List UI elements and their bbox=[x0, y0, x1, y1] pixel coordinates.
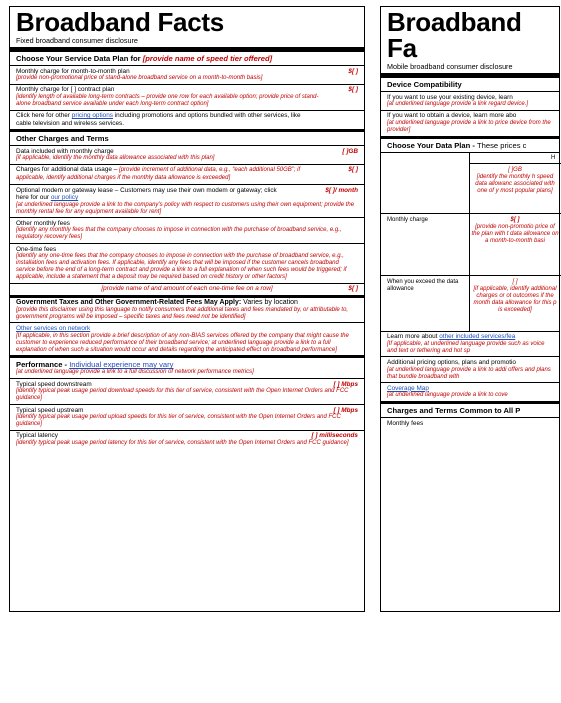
monthly-m2m-value: $[ ] bbox=[348, 67, 358, 75]
additional-data-value: $[ ] bbox=[348, 166, 358, 174]
additional-pricing-row: Additional pricing options, plans and promotio [at underlined language provide a link to addi offers and plans that bundle broadband with bbox=[381, 356, 559, 382]
monthly-contract-row bbox=[10, 84, 364, 110]
data-plan-table: H [ ]GB [identify the monthly h speed data allowanc associated with one of y most popular plans] Monthly charge $[ ] [provide non-promotio price of the plan with t data allowance on a month-to-month basi When you exceed the data allowance [ ] [if applicable, identify additional charges or ot outcomes if the month data allowance for this p is exceeded] bbox=[381, 152, 559, 331]
upload-value: [ ] Mbps bbox=[333, 406, 358, 414]
label-subtitle: Fixed broadband consumer disclosure bbox=[16, 36, 138, 45]
grid-line bbox=[469, 163, 561, 164]
modem-policy-link[interactable]: our policy bbox=[50, 194, 79, 202]
fixed-broadband-label bbox=[9, 6, 365, 612]
latency-value: [ ] milliseconds bbox=[311, 432, 358, 440]
learn-more-row: Learn more about other included services/fea [If applicable, at underlined language provide such as voice and text or tethering and hot sp bbox=[381, 331, 559, 357]
monthly-m2m-label: Monthly charge for month-to-month plan bbox=[16, 67, 130, 75]
onetime-row: One-time fees [identify any one-time fees that the company chooses to impose in connection with the purchase of broadband service, e.g., installation fees and activation fees. If applicable, identify any fees that will be imposed if the customer cancels broadband service before the end of a long-term contract and provide a link to a full explanation of when such fees would be triggered; if applicable, include a statement that a deposit may be required based on credit history or other factors] bbox=[10, 243, 364, 283]
monthly-m2m-note: [provide non-promotional price of stand-alone broadband service on a month-to-month basis] bbox=[16, 75, 263, 82]
device-row-existing: If you want to use your existing device, learn [at underlined language provide a link regard device.] bbox=[381, 91, 559, 110]
modem-row: Optional modem or gateway lease – Customers may use their own modem or gateway; click here for our our policy $[ ]/ month [at underlined language provide a link to the company’s policy with respect to customers using their own equipment; provide the monthly rental fee for any equipment available for rent] bbox=[10, 184, 364, 217]
device-row-obtain: If you want to obtain a device, learn more abo [at underlined language provide a link to price device from the provider] bbox=[381, 110, 559, 136]
download-value: [ ] Mbps bbox=[333, 380, 358, 388]
download-row: Typical speed downstream [ ] Mbps [identify typical peak usage period download speeds for this tier of service, consistent with the Open Internet Orders and FCC guidance] bbox=[10, 378, 364, 404]
network-services-link[interactable]: Other services on network bbox=[16, 325, 91, 332]
coverage-row: Coverage Map [at underlined language provide a link to cove bbox=[381, 382, 559, 401]
grid-line bbox=[381, 275, 561, 276]
pricing-options-row: Click here for other pricing options including promotions and options bundled with other services, like cable television and wireless services. bbox=[10, 110, 364, 129]
data-included-row: Data included with monthly charge [ ]GB [if applicable, identify the monthly data allowance associated with this plan] bbox=[10, 145, 364, 164]
plan-heading: Choose Your Service Data Plan for [provide name of speed tier offered] bbox=[16, 54, 273, 63]
label-title: Broadband Facts bbox=[16, 7, 224, 37]
network-row: Other services on network [If applicable, in this section provide a brief description of any non-BIAS services offered by the company that might cause the customer to experience reduced performance of their broadband service; at underlined language provide a link to a full explanation of when such a situation would occur and details regarding the anticipated effect on broadband performance] bbox=[10, 322, 364, 355]
data-included-value: [ ]GB bbox=[342, 147, 358, 155]
pricing-options-link[interactable]: pricing options bbox=[71, 112, 113, 120]
latency-row: Typical latency [ ] milliseconds [identify typical peak usage period latency for this tier of service, consistent with the Open Internet Orders and FCC guidance] bbox=[10, 430, 364, 449]
monthly-contract-value: $[ ] bbox=[348, 86, 358, 94]
other-monthly-row: Other monthly fees [identify any monthly fees that the company chooses to impose in connection with the purchase of broadband service, e.g., regulatory recovery fees] bbox=[10, 217, 364, 243]
additional-data-row: Charges for additional data usage – [provide increment of additional data, e.g., “each additional 50GB”; if applicable, identify additional charges if the monthly data allowance is exceeded] $[ ] bbox=[10, 164, 364, 184]
data-plan-heading: Choose Your Data Plan - These prices c bbox=[387, 140, 527, 150]
mobile-broadband-label bbox=[380, 6, 560, 612]
plan-heading-placeholder: [provide name of speed tier offered] bbox=[142, 54, 273, 63]
other-charges-heading: Other Charges and Terms bbox=[16, 133, 109, 143]
upload-row: Typical speed upstream [ ] Mbps [identify typical peak usage period upload speeds for this tier of service, consistent with the Open Internet Orders and FCC guidance] bbox=[10, 404, 364, 430]
monthly-contract-label: Monthly charge for [ ] contract plan bbox=[16, 86, 115, 94]
performance-heading: Performance - Individual experience may vary [at underlined language provide a link to a full discussion of network performance metrics] bbox=[16, 360, 254, 376]
monthly-m2m-row bbox=[10, 65, 364, 84]
monthly-contract-note: [identify length of available long-term contracts – provide one row for each available option; provide price of stand-alone broadband service available under each long-term contract option] bbox=[16, 93, 319, 107]
grid-line bbox=[381, 213, 561, 214]
device-heading: Device Compatibility bbox=[387, 80, 462, 89]
gov-row: Government Taxes and Other Government-Related Fees May Apply: Varies by location [provide this disclaimer using this language to notify consumers that additional taxes and fees mandated by, or attributable to, government programs will be imposed – specific taxes and fees need not be identified] bbox=[16, 299, 349, 320]
grid-line bbox=[469, 153, 470, 331]
label-subtitle: Mobile broadband consumer disclosure bbox=[387, 62, 513, 71]
coverage-map-link[interactable]: Coverage Map bbox=[387, 384, 429, 392]
performance-link[interactable]: Individual experience may vary bbox=[69, 360, 174, 370]
charges-common-heading: Charges and Terms Common to All P bbox=[387, 405, 521, 415]
monthly-fees-row: Monthly fees bbox=[381, 417, 559, 429]
included-services-link[interactable]: other included services/fea bbox=[439, 333, 516, 341]
onetime-amount-row: [provide name of and amount of each one-time fee on a row] $[ ] bbox=[10, 283, 364, 295]
modem-value: $[ ]/ month bbox=[325, 186, 358, 194]
label-title: Broadband Fa bbox=[387, 7, 522, 63]
